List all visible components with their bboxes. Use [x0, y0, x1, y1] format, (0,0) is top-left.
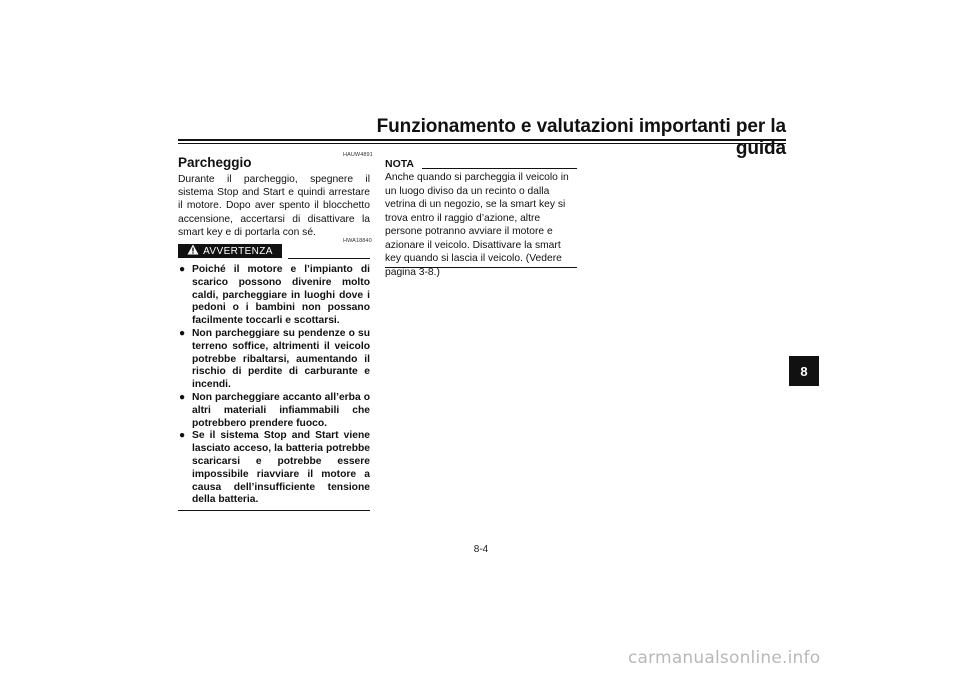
warning-item: ● Poiché il motore e l’impianto di scarico possono divenire molto caldi, parcheggiare in luoghi dove i pedoni o i bambini non possano facilmente toccarli e scottarsi. — [179, 264, 370, 327]
warning-banner — [178, 244, 282, 258]
warning-header-rule — [288, 258, 370, 259]
bullet-icon: ● — [179, 327, 186, 339]
warning-label: AVVERTENZA — [203, 245, 273, 257]
bullet-icon: ● — [179, 264, 186, 275]
watermark: carmanualsonline.info — [628, 648, 821, 668]
note-label: NOTA — [385, 158, 414, 170]
section-code: HAUW4891 — [343, 152, 373, 158]
page-number: 8-4 — [473, 544, 489, 555]
bullet-icon: ● — [179, 391, 186, 403]
section-title: Parcheggio — [178, 155, 252, 170]
warning-list — [178, 264, 370, 507]
header-rule-thin — [178, 143, 786, 144]
warning-item: ● Non parcheggiare accanto all’erba o altri materiali infiammabili che potrebbero prendere fuoco. — [179, 391, 370, 429]
note-text: Anche quando si parcheggia il veicolo in un luogo diviso da un recinto o dalla vetrina di un negozio, se la smart key si trova entro il raggio d’azione, altre persone potranno avviare il motore e azionare il veicolo. Disattivare la smart key quando si lascia il veicolo. (Vedere pagina 3-8.) — [385, 172, 569, 278]
note-header-rule — [422, 168, 577, 169]
warning-triangle-icon — [187, 244, 199, 258]
warning-end-rule — [178, 510, 370, 511]
intro-paragraph: Durante il parcheggio, spegnere il sistema Stop and Start e quindi arrestare il motore. Dopo aver spento il blocchetto accensione, accertarsi di disattivare la smart key e di portarla con sé. — [178, 174, 370, 238]
page-header-title: Funzionamento e valutazioni importanti per la guida — [376, 116, 786, 159]
warning-item: ● Se il sistema Stop and Start viene lasciato acceso, la batteria potrebbe scaricarsi e potrebbe essere impossibile riavviare il motore a causa dell’insufficiente tensione della batteria. — [179, 430, 370, 506]
bullet-icon: ● — [179, 430, 186, 442]
chapter-tab: 8 — [789, 356, 819, 386]
header-rule-thick — [178, 139, 786, 141]
note-end-rule — [385, 267, 577, 268]
warning-code: HWA18840 — [343, 238, 372, 244]
warning-item: ● Non parcheggiare su pendenze o su terreno soffice, altrimenti il veicolo potrebbe ribaltarsi, aumentando il rischio di perdite di carburante e incendi. — [179, 327, 370, 391]
